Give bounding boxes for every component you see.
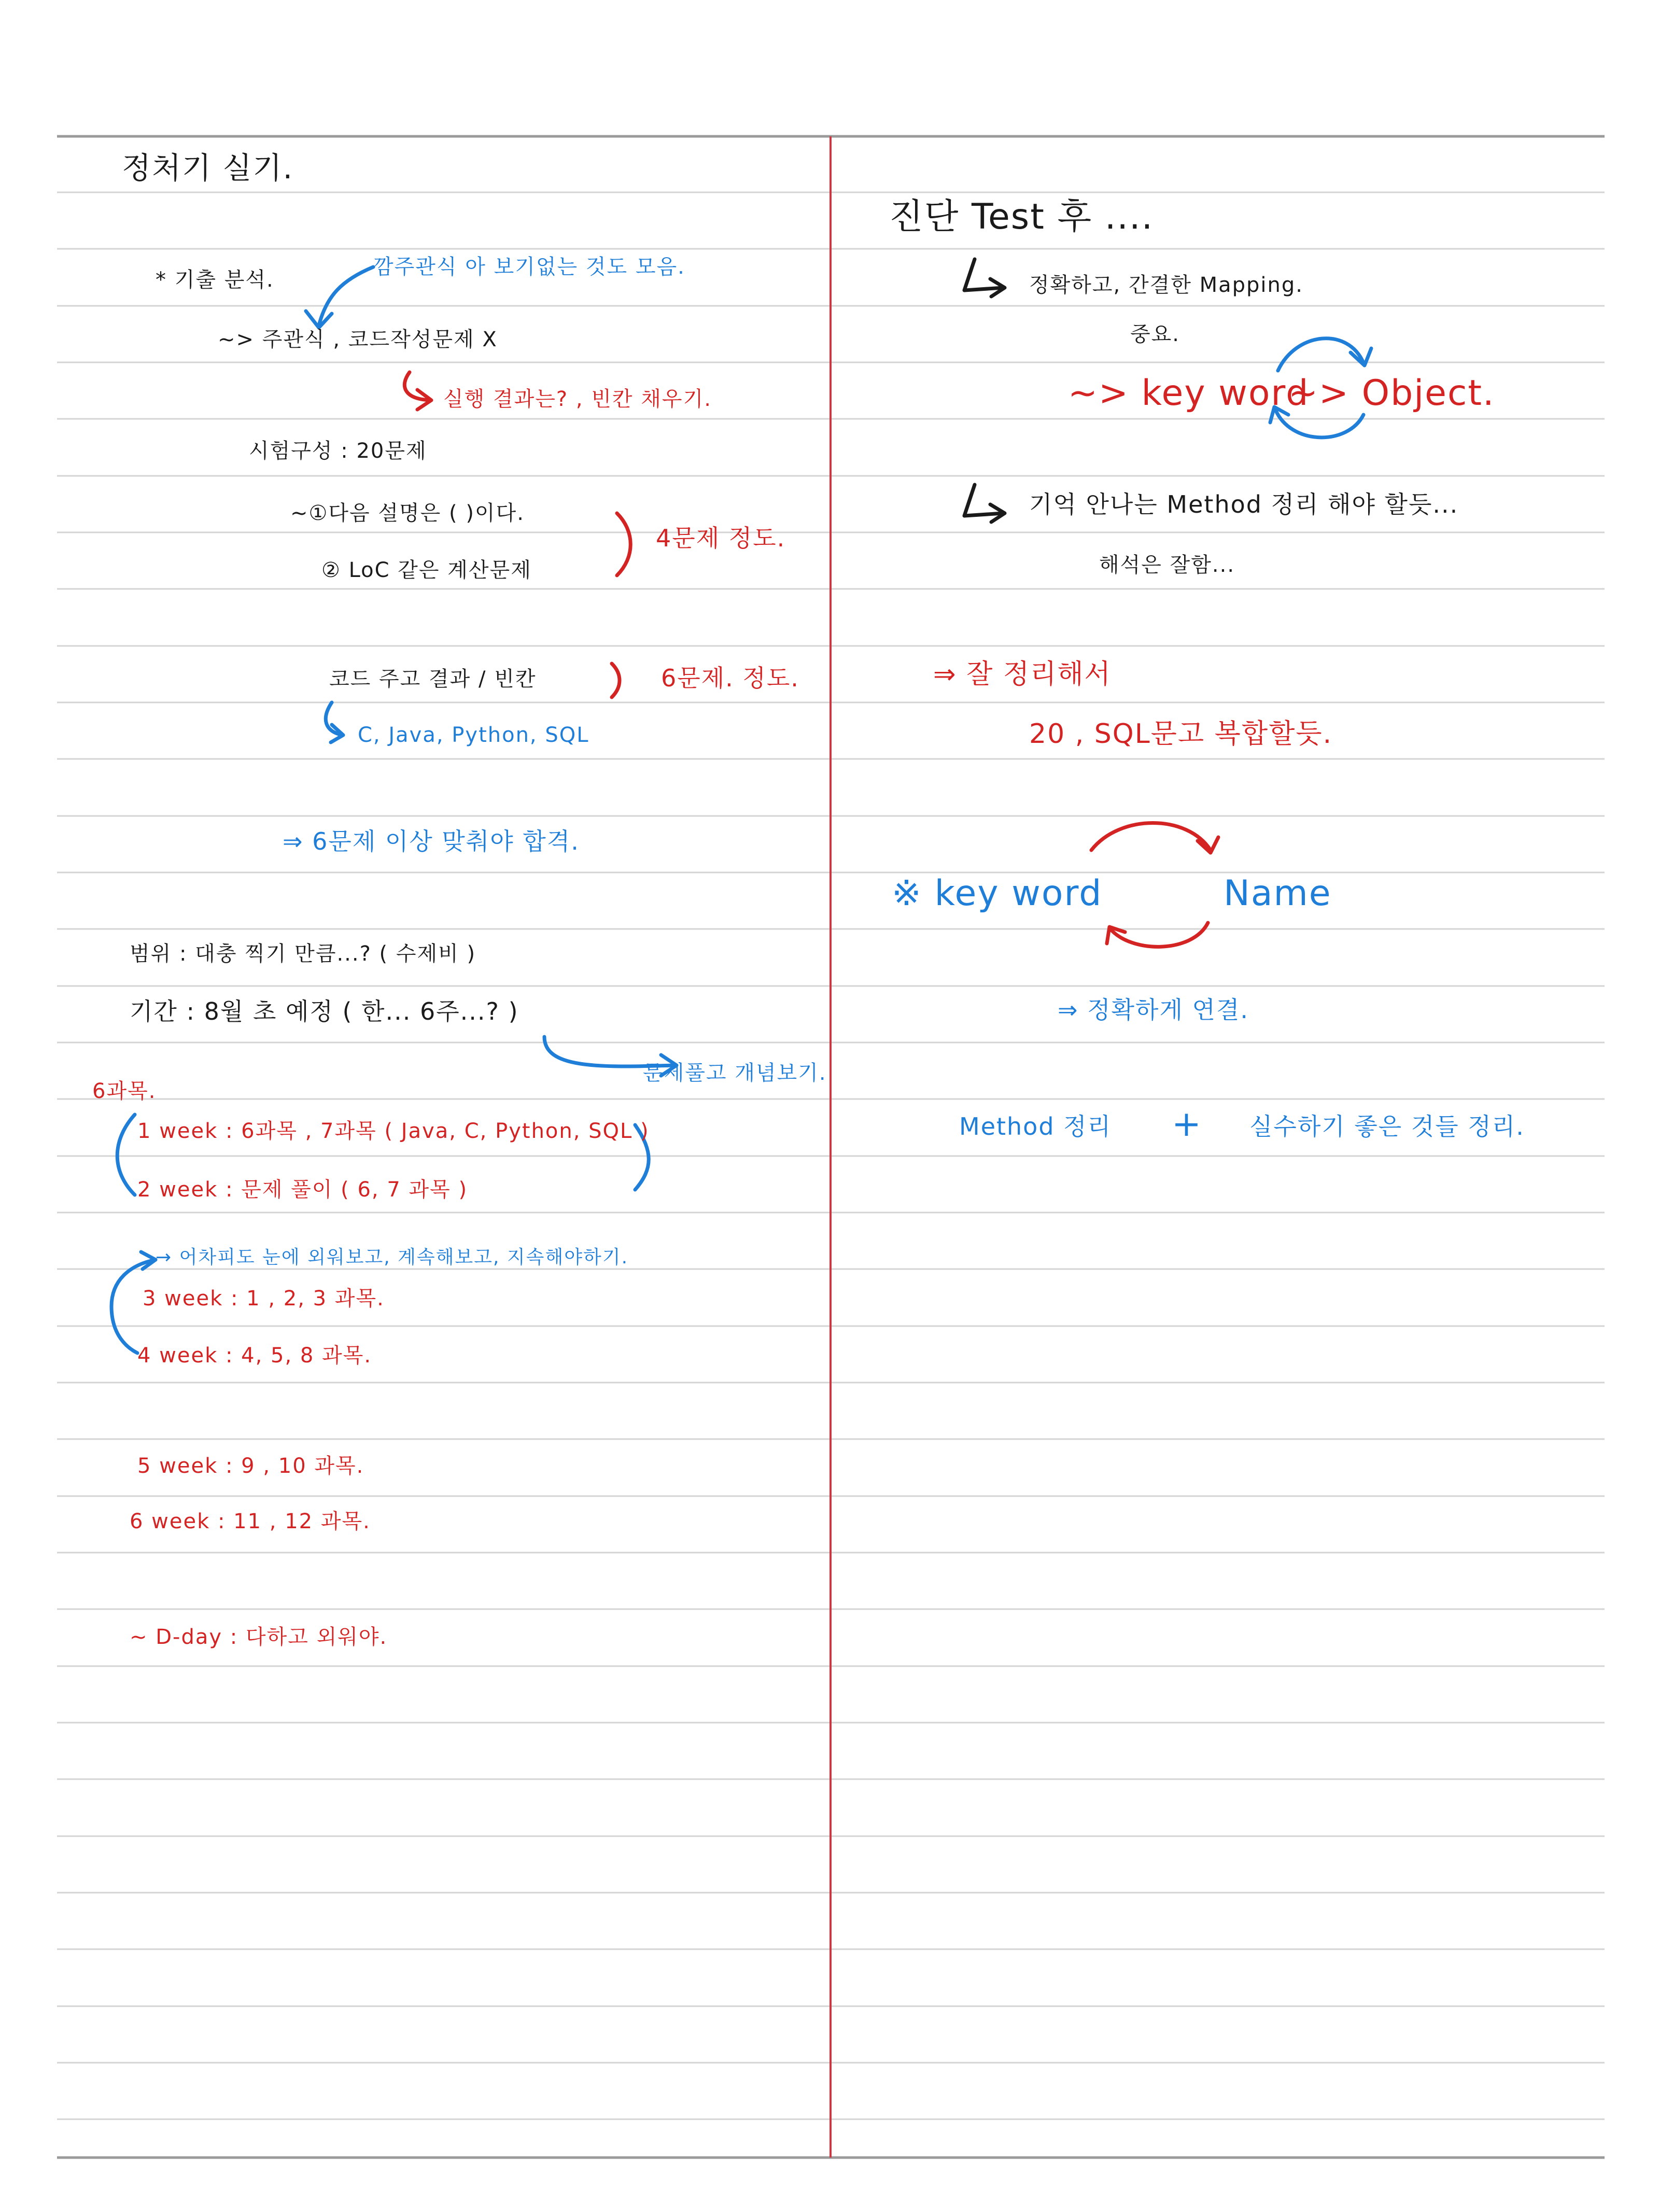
d-day-line: ~ D-day : 다하고 외워야.: [130, 1625, 388, 1649]
subjective-line: ~> 주관식 , 코드작성문제 X: [218, 328, 498, 351]
analysis-label: * 기출 분석.: [156, 268, 274, 292]
code-line: 코드 주고 결과 / 빈칸: [329, 667, 537, 691]
week-3: 3 week : 1 , 2, 3 과목.: [143, 1287, 385, 1311]
summary-method: Method 정리: [959, 1112, 1112, 1140]
keyword-object-right: ~> Object.: [1288, 373, 1495, 414]
bracket-week12-left: [117, 1115, 135, 1195]
week-1: 1 week : 6과목 , 7과목 ( Java, C, Python, SQL ): [137, 1119, 650, 1143]
mapping-line: 정확하고, 간결한 Mapping.: [1029, 273, 1303, 297]
exam-composition: 시험구성 : 20문제: [249, 439, 427, 463]
week-4: 4 week : 4, 5, 8 과목.: [137, 1344, 372, 1368]
languages: C, Java, Python, SQL: [358, 723, 589, 747]
summary-plus: +: [1172, 1104, 1202, 1145]
scope-line: 범위 : 대충 찍기 만큼...? ( 수제비 ): [130, 942, 476, 966]
memory-note: → 어차피도 눈에 외워보고, 계속해보고, 지속해야하기.: [156, 1247, 629, 1268]
week-6: 6 week : 11 , 12 과목.: [130, 1510, 371, 1533]
bracket-4q: [617, 513, 630, 575]
important-label: 중요.: [1130, 322, 1180, 346]
pass-note: ⇒ 6문제 이상 맞춰야 합격.: [283, 827, 580, 855]
diagnosis-test: 진단 Test 후 ....: [889, 196, 1154, 237]
keyword-name-left: ※ key word: [892, 873, 1103, 914]
week-2: 2 week : 문제 풀이 ( 6, 7 과목 ): [137, 1178, 468, 1202]
six-subjects: 6과목.: [92, 1079, 157, 1103]
item-2: ② LoC 같은 계산문제: [321, 558, 532, 582]
sql-mix-line: 20 , SQL문고 복합할듯.: [1029, 718, 1333, 750]
organize-line: ⇒ 잘 정리해서: [933, 659, 1112, 690]
red-note-result: 실행 결과는? , 빈칸 채우기.: [443, 387, 712, 411]
keyword-object-left: ~> key word: [1068, 373, 1310, 414]
four-questions: 4문제 정도.: [656, 524, 786, 552]
connect-line: ⇒ 정확하게 연결.: [1058, 996, 1249, 1024]
solve-note: 문제풀고 개념보기.: [643, 1061, 827, 1085]
loop-arrow-red-top: [1091, 823, 1211, 851]
keyword-name-right: Name: [1224, 873, 1332, 914]
item-1: ~①다음 설명은 ( )이다.: [290, 501, 525, 525]
interpretation-note: 해석은 잘함...: [1099, 553, 1235, 577]
period-line: 기간 : 8월 초 예정 ( 한... 6주...? ): [130, 997, 519, 1025]
hook-arrow-right-2: [964, 485, 1003, 516]
page-title: 정처기 실기.: [122, 150, 294, 186]
six-questions: 6문제. 정도.: [661, 664, 799, 692]
bracket-6q: [612, 664, 620, 697]
summary-mistakes: 실수하기 좋은 것들 정리.: [1249, 1112, 1525, 1140]
method-note: 기억 안나는 Method 정리 해야 할듯...: [1029, 490, 1459, 518]
blue-note-top: 깜주관식 아 보기없는 것도 모음.: [373, 255, 685, 279]
hook-arrow-right-1: [964, 259, 1003, 290]
loop-arrow-red-bottom: [1109, 923, 1208, 947]
week-5: 5 week : 9 , 10 과목.: [137, 1454, 364, 1478]
